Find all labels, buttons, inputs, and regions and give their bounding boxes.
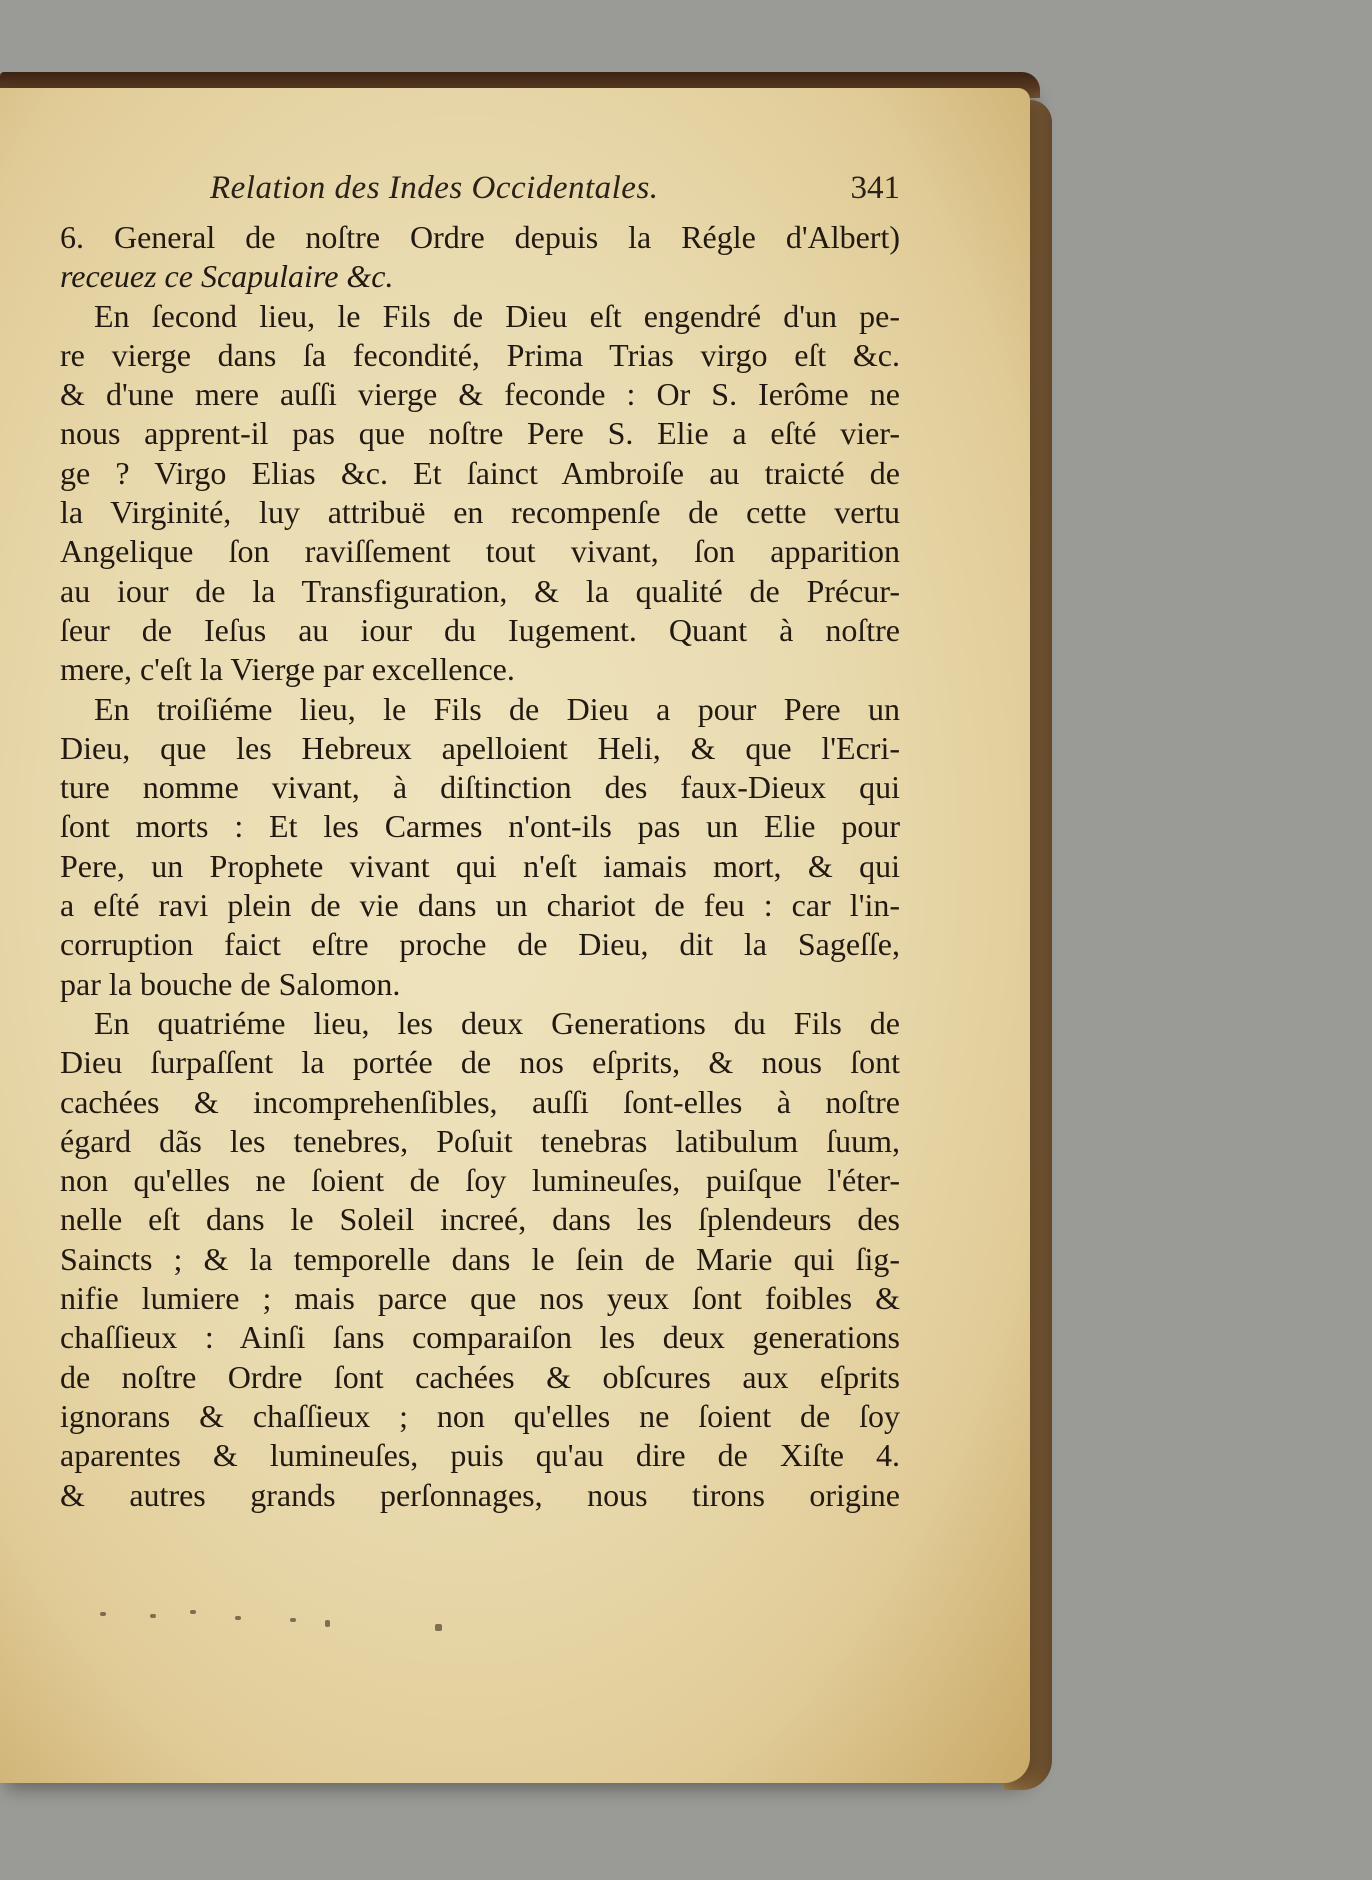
text-line: la Virginité, luy attribuë en recompenſe de cette vertu [60, 494, 900, 531]
text-line: & d'une mere auſſi vierge & feconde : Or S. Ierôme ne [60, 376, 900, 413]
text-line: chaſſieux : Ainſi ſans comparaiſon les deux generations [60, 1319, 900, 1356]
text-line: mere, c'eſt la Vierge par excellence. [60, 651, 515, 688]
text-line: au iour de la Transfiguration, & la qualité de Précur- [60, 572, 900, 609]
print-specks [40, 1600, 920, 1640]
text-line: & autres grands perſonnages, nous tirons origine [60, 1476, 900, 1513]
text-line: cachées & incomprehenſibles, auſſi ſont-elles à noſtre [60, 1083, 900, 1120]
text-line: En ſecond lieu, le Fils de Dieu eſt engendré d'un pe- [94, 297, 900, 334]
text-line: par la bouche de Salomon. [60, 965, 401, 1002]
text-line: Dieu, que les Hebreux apelloient Heli, & que l'Ecri- [60, 729, 900, 766]
text-line: corruption faict eſtre proche de Dieu, dit la Sageſſe, [60, 926, 900, 963]
text-line: nelle eſt dans le Soleil increé, dans les ſplendeurs des [60, 1201, 900, 1238]
running-title: Relation des Indes Occidentales. [210, 170, 659, 206]
text-line: ſont morts : Et les Carmes n'ont-ils pas un Elie pour [60, 808, 900, 845]
text-line: égard dãs les tenebres, Poſuit tenebras latibulum ſuum, [60, 1122, 900, 1159]
text-line: Angelique ſon raviſſement tout vivant, ſon apparition [60, 533, 900, 570]
text-line: ignorans & chaſſieux ; non qu'elles ne ſoient de ſoy [60, 1397, 900, 1434]
text-line: aparentes & lumineuſes, puis qu'au dire de Xiſte 4. [60, 1437, 900, 1474]
text-line: Pere, un Prophete vivant qui n'eſt iamais mort, & qui [60, 847, 900, 884]
text-line: En quatriéme lieu, les deux Generations du Fils de [94, 1004, 900, 1041]
page-number: 341 [850, 170, 900, 206]
text-line: ture nomme vivant, à diſtinction des faux-Dieux qui [60, 769, 900, 806]
text-line: nifie lumiere ; mais parce que nos yeux ſont foibles & [60, 1280, 900, 1317]
text-line: de noſtre Ordre ſont cachées & obſcures aux eſprits [60, 1358, 900, 1395]
text-line: Saincts ; & la temporelle dans le ſein de Marie qui ſig- [60, 1240, 900, 1277]
page-header [60, 170, 900, 216]
text-line: nous apprent-il pas que noſtre Pere S. Elie a eſté vier- [60, 415, 900, 452]
text-line: ge ? Virgo Elias &c. Et ſainct Ambroiſe au traicté de [60, 454, 900, 491]
text-line: non qu'elles ne ſoient de ſoy lumineuſes, puiſque l'éter- [60, 1162, 900, 1199]
text-line: re vierge dans ſa fecondité, Prima Trias virgo eſt &c. [60, 336, 900, 373]
text-line: a eſté ravi plein de vie dans un chariot de feu : car l'in- [60, 887, 900, 924]
text-line: Dieu ſurpaſſent la portée de nos eſprits, & nous ſont [60, 1044, 900, 1081]
body-text [60, 218, 900, 1515]
text-line: En troiſiéme lieu, le Fils de Dieu a pour Pere un [94, 690, 900, 727]
text-line: ſeur de Ieſus au iour du Iugement. Quant à noſtre [60, 611, 900, 648]
text-line: 6. General de noſtre Ordre depuis la Régle d'Albert) [60, 219, 900, 255]
text-line: receuez ce Scapulaire &c. [60, 258, 394, 295]
